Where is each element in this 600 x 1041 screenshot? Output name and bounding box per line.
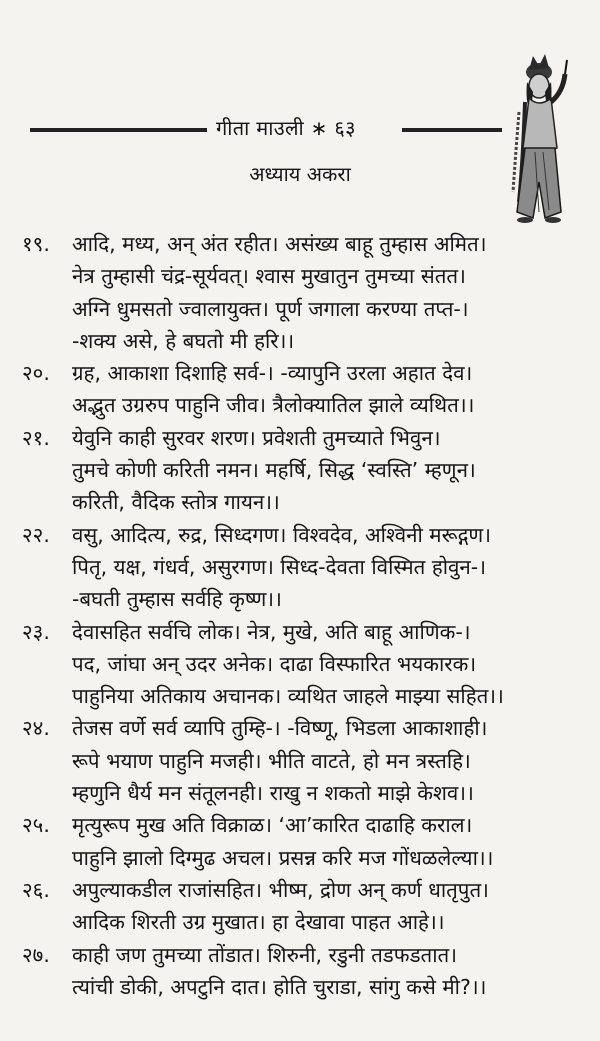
verse	[22, 712, 582, 809]
verse-text: येवुनि काही सुरवर शरण। प्रवेशती तुमच्याते भिवुन।	[72, 425, 441, 450]
verse-line	[22, 519, 582, 551]
verse-text: करिती, वैदिक स्तोत्र गायन।।	[72, 490, 280, 515]
verse-line	[22, 648, 582, 680]
verse	[22, 228, 582, 357]
verse-number: २७.	[22, 942, 50, 967]
verse-line	[22, 680, 582, 712]
verse-line	[22, 260, 582, 292]
verse-text: काही जण तुमच्या तोंडात। शिरुनी, रडुनी तडफडतात।	[72, 942, 457, 967]
verse-number: २१.	[22, 425, 50, 450]
verse-text: पितृ, यक्ष, गंधर्व, असुरगण। सिध्द-देवता विस्मित होवुन-।	[72, 554, 486, 579]
verse	[22, 939, 582, 1004]
verse-line	[22, 906, 582, 938]
verse-text: तेजस वर्णे सर्व व्यापि तुम्हि-। -विष्णू, भिडला आकाशाही।	[72, 716, 488, 741]
verse	[22, 874, 582, 939]
verse-number: १९.	[22, 232, 50, 256]
verse-line	[22, 293, 582, 325]
verse-text: त्यांची डोकी, अपटुनि दात। होति चुराडा, सांगु कसे मी?।।	[72, 974, 487, 999]
header-rule-right	[402, 128, 502, 132]
verse-number: २०.	[22, 361, 50, 386]
chapter-title: अध्याय अकरा	[249, 162, 351, 186]
verse-line	[22, 325, 582, 357]
verse-line	[22, 551, 582, 583]
page-title: गीता माउली ∗ ६३	[216, 116, 356, 140]
verse-text: पाहुनिया अतिकाय अचानक। व्यथित जाहले माझ्या सहित।।	[72, 684, 504, 709]
verse	[22, 357, 582, 422]
verse-line	[22, 486, 582, 518]
verse-line	[22, 422, 582, 454]
verse	[22, 616, 582, 713]
verse-text: पाहुनि झालो दिग्मुढ अचल। प्रसन्न करि मज गोंधळलेल्या।।	[72, 845, 494, 870]
verse-list	[22, 228, 582, 1003]
verse-line	[22, 357, 582, 389]
verse	[22, 519, 582, 616]
verse-text: -बघती तुम्हास सर्वहि कृष्ण।।	[72, 587, 282, 612]
verse-text: मृत्युरूप मुख अति विक्राळ। ‘आ’कारित दाढाहि कराल।	[72, 813, 473, 838]
verse-text: अपुल्याकडील राजांसहित। भीष्म, द्रोण अन् कर्ण धातृपुत।	[72, 877, 489, 902]
verse-line	[22, 939, 582, 971]
verse-line	[22, 874, 582, 906]
verse-text: अग्नि धुमसतो ज्वालायुक्त। पूर्ण जगाला करण्या तप्त-।	[72, 296, 469, 321]
verse	[22, 422, 582, 519]
verse-line	[22, 842, 582, 874]
verse-text: आदि, मध्य, अन् अंत रहीत। असंख्य बाहू तुम्हास अमित।	[72, 232, 487, 256]
verse-text: म्हणुनि धैर्य मन संतूलनही। राखु न शकतो माझे केशव।।	[72, 781, 474, 806]
verse-line	[22, 712, 582, 744]
verse-line	[22, 745, 582, 777]
verse-text: आदिक शिरती उग्र मुखात। हा देखावा पाहत आहे।।	[72, 910, 445, 935]
verse-text: अद्भुत उग्ररुप पाहुनि जीव। त्रैलोक्यातिल झाले व्यथित।।	[72, 393, 475, 418]
verse-text: ग्रह, आकाशा दिशाहि सर्व-। -व्यापुनि उरला अहात देव।	[72, 361, 473, 386]
verse-text: वसु, आदित्य, रुद्र, सिध्दगण। विश्वदेव, अश्विनी मरूद्गण।	[72, 522, 492, 547]
verse-text: देवासहित सर्वचि लोक। नेत्र, मुखे, अति बाहू आणिक-।	[72, 619, 471, 644]
verse-number: २३.	[22, 619, 50, 644]
verse-number: २४.	[22, 716, 50, 741]
krishna-figure-icon	[505, 52, 577, 230]
verse-text: -शक्य असे, हे बघतो मी हरि।।	[72, 328, 295, 353]
verse-line	[22, 583, 582, 615]
verse-text: नेत्र तुम्हासी चंद्र-सूर्यवत्। श्वास मुखातुन तुमच्या संतत।	[72, 264, 466, 289]
verse-line	[22, 454, 582, 486]
verse-line	[22, 809, 582, 841]
verse-line	[22, 389, 582, 421]
verse-number: २२.	[22, 522, 50, 547]
verse-line	[22, 616, 582, 648]
verse-line	[22, 228, 582, 260]
verse-line	[22, 971, 582, 1003]
verse	[22, 809, 582, 874]
verse-text: तुमचे कोणी करिती नमन। महर्षि, सिद्ध ‘स्वस्ति’ म्हणून।	[72, 458, 476, 483]
verse-number: २६.	[22, 877, 50, 902]
verse-text: रूपे भयाण पाहुनि मजही। भीति वाटते, हो मन त्रस्तहि।	[72, 748, 471, 773]
header-rule-left	[30, 128, 207, 132]
verse-text: पद, जांघा अन् उदर अनेक। दाढा विस्फारित भयकारक।	[72, 651, 477, 676]
verse-line	[22, 777, 582, 809]
verse-number: २५.	[22, 813, 50, 838]
